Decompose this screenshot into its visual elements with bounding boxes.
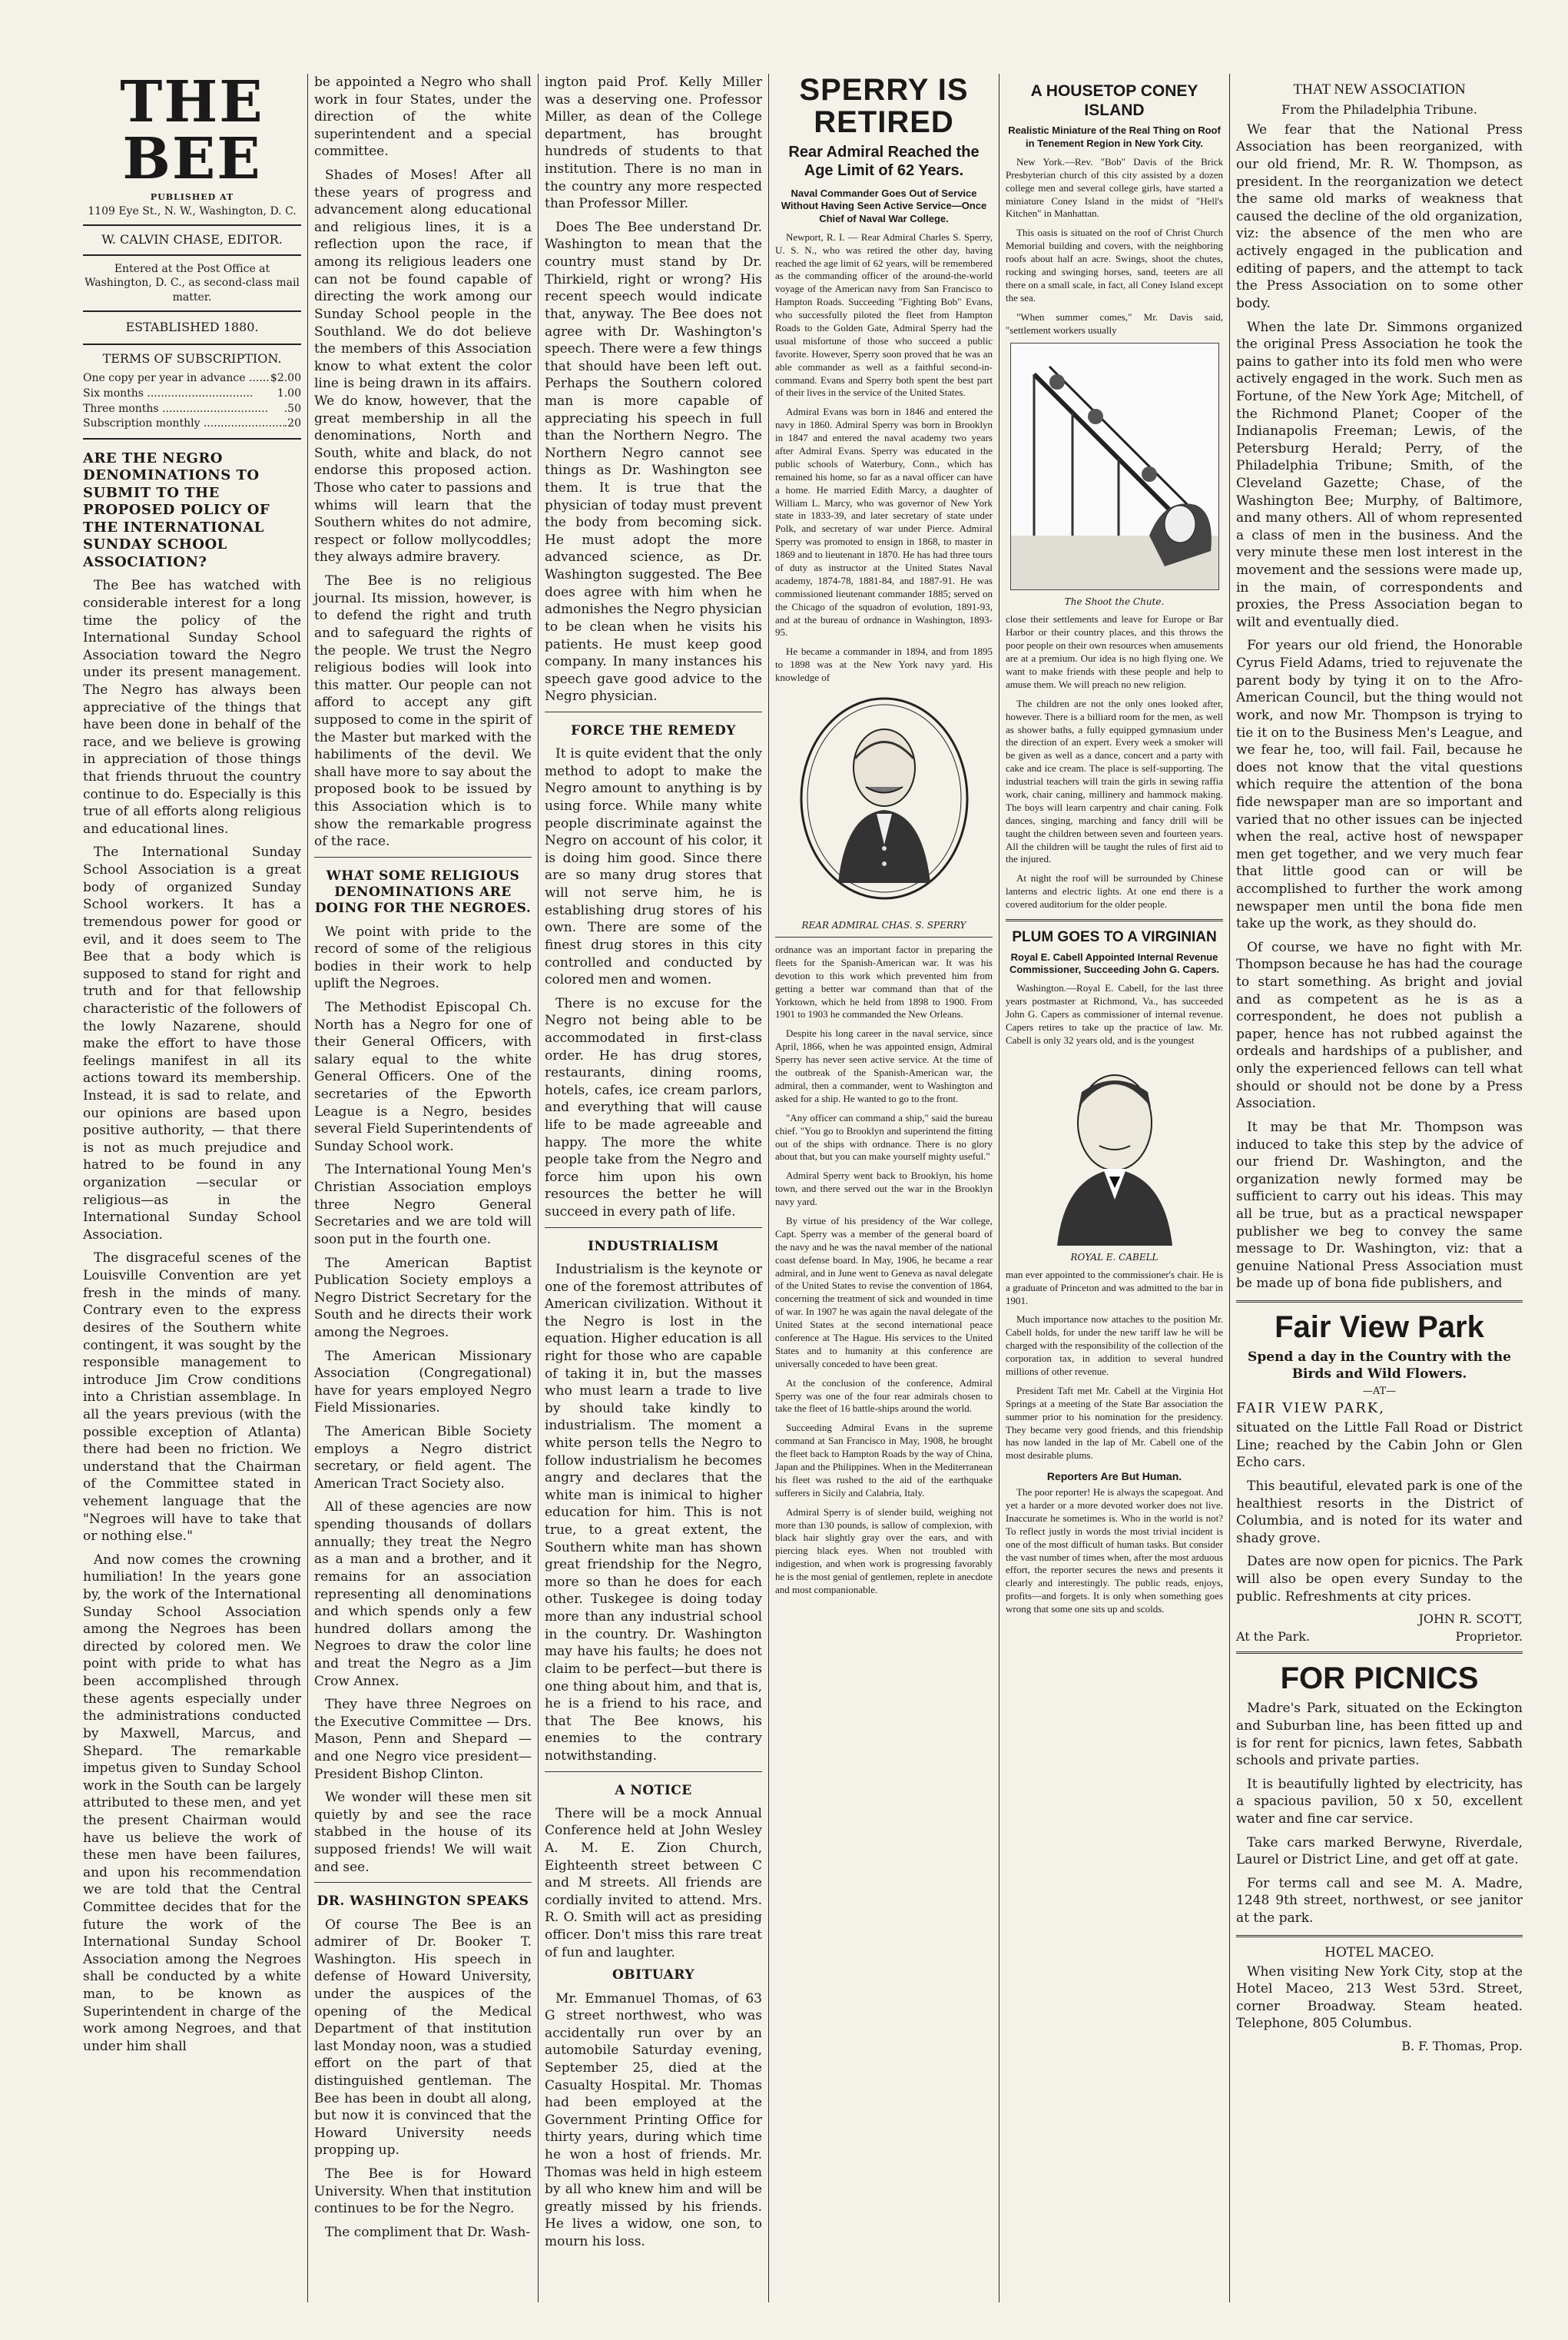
terms-row: Six months ..... 1.00 [83,387,301,402]
article-paragraph: The American Baptist Publication Society employs a Negro District Secretary for the South and he directs their work among the Negroes. [314,1255,532,1340]
article-headline: OBITUARY [612,1967,694,1983]
article-source: From the Philadelphia Tribune. [1281,101,1477,117]
article-paragraph: The children are not the only ones looked after, however. There is a billiard room for the men, as well as shower baths, a fully equipped gymnasium under the direction of an expert. Every week a smoker will be given as well as a dance, concert and a party with cake and ice cream. The place is self-supporting. The industrial teachers will train the girls in sewing raffia work, chair caning, millinery and hammock making. The boys will learn carpentry and chair caning. Folk dances, singing, marching and fancy drill will be taught the children between seven and fourteen years. All the children will be taught the rules of first aid to the injured. [1006,697,1223,865]
article-paragraph: And now comes the crowning humiliation! In the years gone by, the work of the International Sunday School Association among the Negroes has been directed by colored men. We point with pride to what has been accomplished through these agents especially under the administrations conducted by Maxwell, Marcus, and Shepard. The remarkable impetus given to Sunday School work in the South can be largely attributed to these men, and yet the present Chairman would have us believe the work of these men have been failures, and upon his recommendation we are told that the Central Committee decides that for the future the work of the International Sunday School Association among the Negroes shall be conducted by a white man, to be known as Superintendent in charge of the work among Negroes, and that under him shall [83,1552,301,2054]
portrait-caption: REAR ADMIRAL CHAS. S. SPERRY [801,920,966,931]
article-headline: WHAT SOME RELIGIOUS DENOMINATIONS ARE DOING FOR THE NEGROES. [314,868,532,917]
ad-title: Fair View Park [1275,1310,1484,1345]
ad-proprietor: B. F. Thomas, Prop. [1401,2039,1523,2054]
article-paragraph: When the late Dr. Simmons organized the original Press Association he took the pains to gather into its fold men who were actively engaged in the work. Such men as Fortune, of the New York Age; Mitchell, of the Richmond Planet; Cooper of the Indianapolis Freeman; Lewis, of the Petersburg Herald; Perry, of the Philadelphia Tribune; Smith, of the Cleveland Gazette; Chase, of the Washington Bee; Murphy, of Baltimore, and many others. All of whom represented a class of men in the business. And the very minute these men lost interest in the movement and the sessions were made up, in the main, of correspondents and proxies, the Press Association began to wilt and eventually died. [1236,319,1523,630]
editor: W. CALVIN CHASE, EDITOR. [101,232,283,247]
ad-signature-row: At the Park. Proprietor. [1236,1629,1523,1645]
article-paragraph: "When summer comes," Mr. Davis said, "settlement workers usually [1006,310,1223,336]
article-paragraph: At the conclusion of the conference, Admiral Sperry was one of the four rear admirals chosen to take the fleet of 16 battle-ships around the world. [775,1376,993,1415]
ad-name: FAIR VIEW PARK, [1236,1400,1385,1417]
article-headline: SPERRY IS RETIRED [799,74,969,139]
column-4 [768,74,999,2302]
article-paragraph: There is no excuse for the Negro not being able to be accommodated in first-class order. He has drug stores, restaurants, dining rooms, hotels, cafes, ice cream parlors, and everything that will cause life to be made agreeable and happy. The more the white people take from the Negro and force him upon his own resources the better he will succeed in every path of life. [545,995,762,1220]
article-paragraph: Admiral Evans was born in 1846 and entered the navy in 1860. Admiral Sperry was born in Brooklyn in 1847 and entered the naval academy two years after Admiral Evans. Sperry was educated in the public schools of Waterbury, Conn., which has remained his home, so far as a naval officer can have a home. He married Edith Marcy, a daughter of William L. Marcy, who was governor of New York state in 1833-39, and later secretary of state under Polk, and secretary of war under Pierce. Admiral Sperry was promoted to ensign in 1868, to master in 1869 and to lieutenant in 1870. He has had three tours of duty as instructor at the United States Naval academy, 1874-78, 1881-84, and 1887-91. He was commissioned lieutenant commander 1885; served on the Chicago of the squadron of evolution, 1891-93, and at the bureau of ordnance in Washington, 1893-95. [775,406,993,639]
terms-row: Three months ..... .50 [83,402,301,417]
address: 1109 Eye St., N. W., Washington, D. C. [88,205,297,218]
chute-drawing [1011,344,1218,589]
article-paragraph: The International Young Men's Christian Association employs three Negro General Secretaries and we are told will soon put in the fourth one. [314,1162,532,1247]
article-paragraph: Despite his long career in the naval service, since April, 1866, when he was appointed ensign, Admiral Sperry has never seen active service. At the time of the outbreak of the Spanish-American war, the admiral, then a commander, went to Washington and asked for a ship. He wanted to go to the front. [775,1027,993,1104]
article-paragraph: The Bee is for Howard University. When that institution continues to be for the Negro. [314,2166,532,2217]
sperry-portrait [792,691,976,914]
ad-paragraph: When visiting New York City, stop at the Hotel Maceo, 213 West 53rd. Street, corner Broadway. Steam heated. Telephone, 805 Columbus. [1236,1963,1523,2032]
article-paragraph: Shades of Moses! After all these years of progress and advancement along educational and religious lines, it is a reflection upon the race, if among its religious leaders one can not be found capable of directing the work among our Sunday School people in the Southland. We do dot believe the members of this Association know to what extent the color line is being drawn in its affairs. We do know, however, that the great membership in all the denominations, North and South, white and black, do not endorse this proposed action. Those who cater to passions and whims will learn that the Southern whites do not admire, respect or follow mollycoddles; they always admire bravery. [314,168,532,566]
article-paragraph: Washington.—Royal E. Cabell, for the last three years postmaster at Richmond, Va., has succeeded John G. Capers as commissioner of internal revenue. Capers retires to take up the practice of law. Mr. Cabell is only 32 years old, and is the youngest [1006,982,1223,1046]
column-1 [77,74,307,2302]
article-headline: A HOUSETOP CONEY ISLAND [1030,82,1198,120]
ad-paragraph: Dates are now open for picnics. The Park will also be open every Sunday to the public. Refreshments at city prices. [1236,1554,1523,1605]
ad-tagline: Spend a day in the Country with the Birds and Wild Flowers. [1248,1349,1511,1382]
terms-title: TERMS OF SUBSCRIPTION. [102,350,282,366]
article-paragraph: The Methodist Episcopal Ch. North has a Negro for one of their General Officers, with salary equal to the white General Officers. One of the secretaries of the Epworth League is a Negro, besides several Field Superintendents of Sunday School work. [314,1000,532,1154]
ad-paragraph: It is beautifully lighted by electricity, has a spacious pavilion, 50 x 50, excellent water and fine car service. [1236,1776,1523,1827]
portrait-illustration [792,691,976,914]
article-paragraph: "Any officer can command a ship," said the bureau chief. "You go to Brooklyn and superintend the fitting out of the ships with ordnance. There is no glory about that, but you can make yourself mighty useful." [775,1111,993,1163]
article-paragraph: Admiral Sperry went back to Brooklyn, his home town, and there served out the war in the Brooklyn navy yard. [775,1170,993,1208]
column-5 [999,74,1229,2302]
article-paragraph: President Taft met Mr. Cabell at the Virginia Hot Springs at a meeting of the State Bar association the summer prior to his nomination for the presidency. They became very good friends, and this friendship has now landed in the lap of Mr. Cabell one of the most desirable plums. [1006,1384,1223,1462]
article-paragraph: The American Missionary Association (Congregational) have for years employed Negro Field Missionaries. [314,1348,532,1416]
article-paragraph: It is quite evident that the only method to adopt to make the Negro amount to anything is by using force. While many white people discriminate against the Negro on account of his color, it is doing him good. Since there are so many drug stores that will not serve him, he is establishing drug stores of his own. There are some of the finest drug stores in this city controlled and conducted by colored men and women. [545,746,762,988]
article-paragraph: At night the roof will be surrounded by Chinese lanterns and electric lights. At one end there is a covered auditorium for the older people. [1006,872,1223,911]
newspaper-page [77,74,1529,2302]
fair-view-park-ad [1236,1310,1523,1644]
article-paragraph: This oasis is situated on the roof of Christ Church Memorial building and covers, with the neighboring roofs about half an acre. Swings, shoot the chutes, rocking and swinging horses, sand, teeters are all there on a small scale, in fact, all Coney Island except the sea. [1006,227,1223,304]
article-paragraph: Of course, we have no fight with Mr. Thompson because he has had the courage to start something. As bright and jovial and as competent as he is as a correspondent, he does not publish a paper, hence has not rubbed against the ordeals and hardships of a publisher, and only the experienced fellows can tell what should or should not be done by a Press Association. [1236,939,1523,1112]
article-paragraph: The compliment that Dr. Wash- [325,2224,531,2240]
entered-notice: Entered at the Post Office at Washington, D. C., as second-class mail matter. [85,263,300,304]
ad-title: FOR PICNICS [1280,1661,1479,1696]
article-headline: PLUM GOES TO A VIRGINIAN [1012,929,1217,946]
article-headline: Reporters Are But Human. [1046,1470,1182,1483]
article-paragraph: The poor reporter! He is always the scapegoat. And yet a harder or a more devoted worker does not live. Inaccurate he sometimes is. Who in the world is not? To reflect justly in words the most trivial incident is one of the most difficult of human tasks. But consider the vast number of times when, after the most arduous effort, the reporter secures the news and presents it clearly and interestingly. The public reads, enjoys, profits—and forgets. It is only when something goes wrong that some one sits up and scolds. [1006,1486,1223,1615]
article-deck: Rear Admiral Reached the Age Limit of 62 Years. [788,144,980,179]
article-paragraph: The Bee has watched with considerable interest for a long time the policy of the International Sunday School Association toward the Negro under its present management. The Negro has always been appreciative of the things that have been done in behalf of the race, and we believe is growing in appreciation of those things that friends thruout the country continue to do. Especially is this true of all efforts along religious and educational lines. [83,578,301,837]
article-paragraph: He became a commander in 1894, and from 1895 to 1898 was at the New York navy yard. His knowledge of [775,646,993,684]
column-6 [1229,74,1529,2302]
article-headline: DR. WASHINGTON SPEAKS [317,1894,529,1910]
article-deck: Realistic Miniature of the Real Thing on Roof in Tenement Region in New York City. [1008,124,1221,149]
article-paragraph: They have three Negroes on the Executive Committee — Drs. Mason, Penn and Shepard — and one Negro vice president—President Bishop Clinton. [314,1697,532,1782]
article-paragraph: All of these agencies are now spending thousands of dollars annually; they treat the Negro as a man and a brother, and it remains for an association representing all denominations and which spends only a few hundred dollars among the Negroes to draw the color line and treat the Negro as a Jim Crow Annex. [314,1499,532,1689]
article-paragraph: We wonder will these men sit quietly by and see the race stabbed in the house of its supposed friends! We will wait and see. [314,1790,532,1875]
article-paragraph: be appointed a Negro who shall work in four States, under the direction of the white superintendent and a special committee. [314,75,532,160]
article-paragraph: We fear that the National Press Association has been reorganized, with our old friend, Mr. R. W. Thompson, as president. In the reorganization we detect the same old marks of weakness that caused the decline of the old organization, viz: the absence of the men who are actively engaged in the publication and editing of papers, and the attempt to tack the Press Association on to some other body. [1236,121,1523,311]
article-paragraph: Newport, R. I. — Rear Admiral Charles S. Sperry, U. S. N., who was retired the other day, having reached the age limit of 62 years, will be remembered as the commanding officer of the around-the-world voyage of the American navy from San Francisco to Hampton Roads. Succeeding "Fighting Bob" Evans, who successfully piloted the fleet from Hampton Roads to the Golden Gate, Admiral Sperry had the usual misfortune of those who succeed a public favorite. However, Sperry soon proved that he was an able commander as well as a faithful second-in-command. Evans and Sperry both spent the best part of their lives in the service of the United States. [775,231,993,399]
established: ESTABLISHED 1880. [125,319,259,334]
hotel-maceo-ad [1236,1945,1523,2053]
article-paragraph: ington paid Prof. Kelly Miller was a deserving one. Professor Miller, as dean of the College department, has brought hundreds of students to that institution. There is no man in the country any more respected than Professor Miller. [545,75,762,212]
article-paragraph: Admiral Sperry is of slender build, weighing not more than 130 pounds, is sallow of complexion, with black hair slightly gray over the ears, and with piercing black eyes. When not troubled with indigestion, and when work is progressing favorably he is the most genial of gentlemen, replete in anecdote and most companionable. [775,1505,993,1595]
article-paragraph: Does The Bee understand Dr. Washington to mean that the country must stand by Dr. Thirkield, right or wrong? His recent speech would indicate that, anyway. The Bee does not agree with Dr. Washington's speech. There were a few things that should have been left out. Perhaps the Southern colored man is more capable of appreciating his speech in full than the Northern Negro. The Northern Negro cannot see things as Dr. Washington see them. It is true that the physician of today must prevent the body from becoming sick. He must adopt the more advanced science, as Dr. Washington suggested. The Bee does agree with him when he admonishes the Negro physician to be clean when he visits his patients. He must keep good company. In many instances his speech gave good advice to the Negro physician. [545,219,762,705]
portrait-illustration [1026,1054,1203,1246]
ad-at: —AT— [1362,1386,1397,1398]
ad-proprietor: JOHN R. SCOTT, [1418,1611,1523,1627]
terms-row: One copy per year in advance ..... $2.00 [83,371,301,387]
article-paragraph: ordnance was an important factor in preparing the fleets for the Spanish-American war. It was his devotion to this work which prevented him from getting a better war command than that of the Yorktown, which he held from 1898 to 1900. From 1901 to 1903 he commanded the New Orleans. [775,944,993,1021]
ad-title: HOTEL MACEO. [1324,1944,1434,1960]
article-paragraph: The Bee is no religious journal. Its mission, however, is to defend the right and truth and to safeguard the rights of the people. We trust the Negro religious bodies will look into this matter. Our people can not afford to accept any gift supposed to come in the spirit of the Master but marked with the habiliments of the devil. We shall have more to say about the proposed book to be issued by this Association which is to show the remarkable progress of the race. [314,573,532,850]
article-headline: FORCE THE REMEDY [571,722,736,739]
article-headline: INDUSTRIALISM [588,1238,719,1254]
article-paragraph: The International Sunday School Association is a great body of organized Sunday School workers. It has a tremendous power for good or evil, and it does seem to The Bee that a body which is supposed to stand for right and truth and for that fellowship characteristic of the followers of the lowly Nazarene, should make the effort to have those feelings manifest in all its actions toward its membership. Instead, it is sad to relate, and our opinions are based upon positive authority, — that there is not as much prejudice and hatred to be found in any organization —secular or religious—as in the International Sunday School Association. [83,845,301,1243]
ad-paragraph: This beautiful, elevated park is one of the healthiest resorts in the District of Columbia, and is noted for its water and shady grove. [1236,1479,1523,1546]
illustration-caption: The Shoot the Chute. [1064,596,1165,608]
article-paragraph: close their settlements and leave for Europe or Bar Harbor or their country places, and this throws the poor people on their own resources when amusements are at a premium. Our idea is no high flying one. We want to make friends with these people and help to amuse them. We will preach no new religion. [1006,613,1223,690]
article-paragraph: For years our old friend, the Honorable Cyrus Field Adams, tried to rejuvenate the parent body by tying it on to the Afro-American Council, but the thing would not work, and now Mr. Thompson is trying to tie it on to the Business Men's League, and we fear he, too, will fail. Fail, because he does not know that the vital questions which require the attention of the bona fide newspaper man are so important and varied that no other issues can be injected when the real, active host of newspaper men get together, and we very much fear that little good can or will be accomplished to further the work among newspaper men until the bona fide men take up the work, as they should do. [1236,638,1523,932]
article-paragraph: Industrialism is the keynote or one of the foremost attributes of American civilization. Without it the Negro is lost in the equation. Higher education is all right for those who are capable of taking it in, but the masses who must learn a trade to live by should take kindly to industrialism. The moment a white person tells the Negro to follow industrialism he becomes angry and declares that the white man is inimical to higher education for him. This is not true, to a great extent, the Southern white man has shown great friendship for the Negro, more so than he does for each other. Tuskegee is doing today more than any industrial school in the country. Dr. Washington may have his faults; he does not claim to be perfect—but there is one thing about him, and that is, he is a friend to his race, and that The Bee knows, his enemies to the contrary notwithstanding. [545,1261,762,1764]
article-headline: THAT NEW ASSOCIATION [1293,81,1466,98]
article-paragraph: man ever appointed to the commissioner's chair. He is a graduate of Princeton and was admitted to the bar in 1901. [1006,1268,1223,1306]
article-paragraph: Of course The Bee is an admirer of Dr. Booker T. Washington. His speech in defense of Howard University, under the auspices of the opening of the Medical Department of that institution last Monday noon, was a studied effort on the part of that distinguished gentleman. The Bee has been in doubt all along, but now it is convinced that the Howard University needs propping up. [314,1917,532,2159]
article-subdeck: Naval Commander Goes Out of Service Without Having Seen Active Service—Once Chief of Naval War College. [781,188,987,224]
terms-row: Subscription monthly ..... .20 [83,417,301,432]
article-headline: A NOTICE [615,1782,692,1798]
chute-illustration [1010,343,1219,590]
cabell-portrait [1026,1054,1203,1246]
masthead-title: THE BEE [120,74,264,192]
column-3 [538,74,768,2302]
portrait-caption: ROYAL E. CABELL [1070,1251,1159,1263]
article-headline: ARE THE NEGRO DENOMINATIONS TO SUBMIT TO THE PROPOSED POLICY OF THE INTERNATIONAL SUNDAY SCHOOL ASSOCIATION? [83,450,270,570]
article-paragraph: The American Bible Society employs a Negro district secretary, or field agent. The American Tract Society also. [314,1424,532,1492]
for-picnics-ad [1236,1661,1523,1927]
article-paragraph: Much importance now attaches to the position Mr. Cabell holds, for under the new tariff law he will be charged with the responsibility of the collection of the corporation tax, in addition to several hundred millions of other revenue. [1006,1313,1223,1378]
column-2 [307,74,538,2302]
article-paragraph: By virtue of his presidency of the War college, Capt. Sperry was a member of the general board of the navy and he was the naval member of the national coast defense board. In May, 1906, he became a rear admiral, and in June went to Geneva as naval delegate of the United States to revise the convention of 1864, concerning the treatment of sick and wounded in time of war. In 1907 he was again the naval delegate of the United States at the second international peace conference at The Hague. His services to the United States and to humanity at this conference are universally conceded to have been great. [775,1214,993,1369]
article-paragraph: Succeeding Admiral Evans in the supreme command at San Francisco in May, 1908, he brought the fleet back to Hampton Roads by the way of China, Japan and the Philippines. When in the Mediterranean his fleet was rushed to the aid of the earthquake sufferers in Sicily and Calabria, Italy. [775,1422,993,1499]
article-paragraph: It may be that Mr. Thompson was induced to take this step by the advice of our friend Dr. Washington, and the organization newly formed may be sufficient to carry out his ideas. This may all be true, but as a practical newspaper publisher we beg to convey the same message to Dr. Washington, viz: that a genuine National Press Association must be made up of bona fide publishers, and [1236,1119,1523,1292]
ad-paragraph: Take cars marked Berwyne, Riverdale, Laurel or District Line, and get off at gate. [1236,1834,1523,1868]
ad-paragraph: situated on the Little Fall Road or District Line; reached by the Cabin John or Glen Echo cars. [1236,1420,1523,1471]
article-deck: Royal E. Cabell Appointed Internal Revenue Commissioner, Succeeding John G. Capers. [1009,951,1220,976]
article-paragraph: We point with pride to the record of some of the religious bodies in their work to help uplift the Negroes. [314,924,532,992]
article-paragraph: There will be a mock Annual Conference held at John Wesley A. M. E. Zion Church, Eighteenth street between C and M streets. All friends are cordially invited to attend. Mrs. R. O. Smith will act as presiding officer. Don't miss this rare treat of fun and laughter. [545,1805,762,1960]
article-paragraph: New York.—Rev. "Bob" Davis of the Brick Presbyterian church of this city assisted by a dozen college men and several college girls, have started a miniature Coney Island in the midst of "Hell's Kitchen" in Manhattan. [1006,155,1223,220]
article-paragraph: Mr. Emmanuel Thomas, of 63 G street northwest, who was accidentally run over by an automobile Saturday evening, September 25, died at the Casualty Hospital. Mr. Thomas had been employed at the Government Printing Office for thirty years, during which time he won a host of friends. Mr. Thomas was held in high esteem by all who knew him and will be greatly missed by his friends. He lives a widow, one son, to mourn his loss. [545,1990,762,2250]
ad-paragraph: Madre's Park, situated on the Eckington and Suburban line, has been fitted up and is for rent for picnics, lawn fetes, Sabbath schools and private parties. [1236,1701,1523,1769]
published-label: PUBLISHED AT [150,192,234,202]
ad-paragraph: For terms call and see M. A. Madre, 1248 9th street, northwest, or see janitor at the park. [1236,1875,1523,1926]
article-paragraph: The disgraceful scenes of the Louisville Convention are yet fresh in the minds of many. Contrary even to the express desires of the Southern white contingent, it was sought by the responsible management to introduce Jim Crow conditions into a Christian assemblage. In all the years previous (with the possible exception of Atlanta) there had been no friction. We understand that the Chairman of the Committee stated in vehement language that the "Negroes will have to take that or nothing else." [83,1250,301,1545]
